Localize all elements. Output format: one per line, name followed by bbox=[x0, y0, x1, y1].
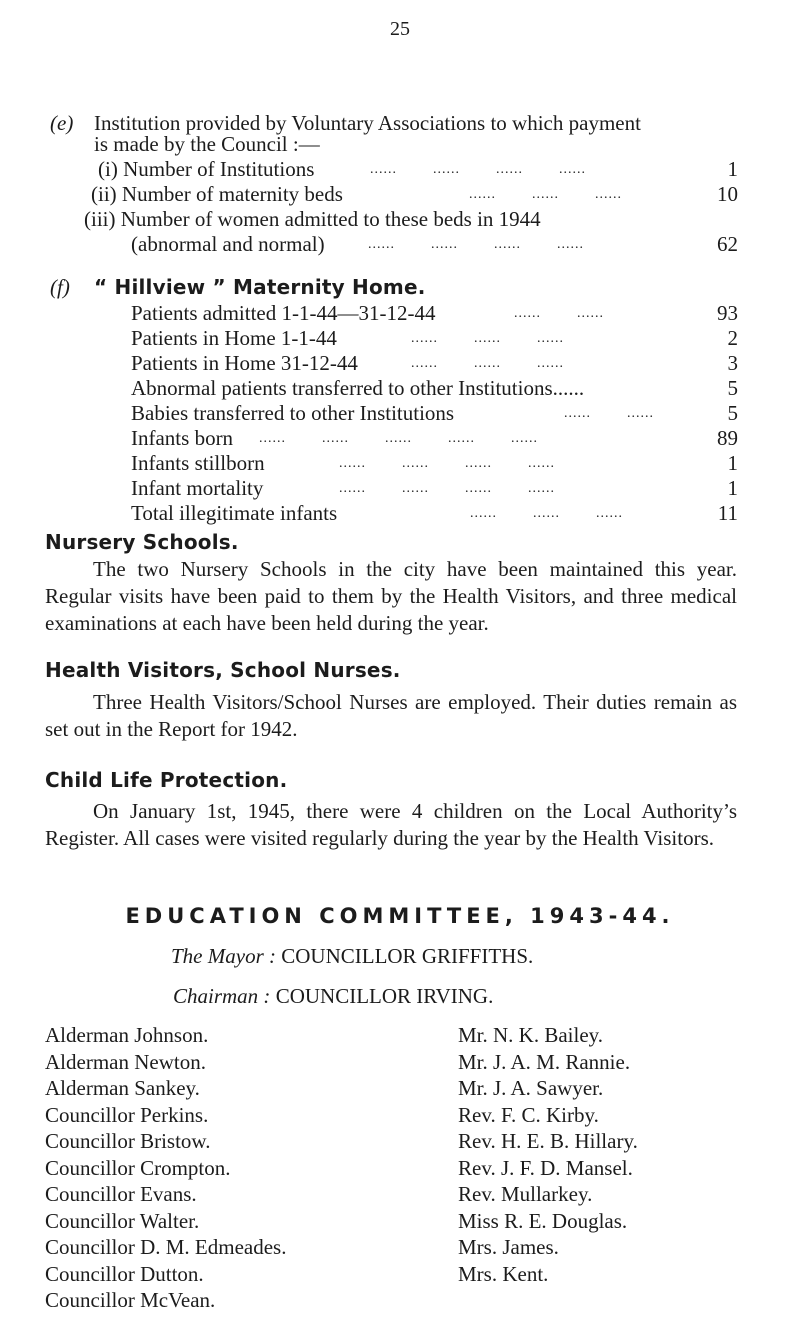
member-name: Councillor D. M. Edmeades. bbox=[45, 1235, 287, 1259]
member-name: Alderman Johnson. bbox=[45, 1023, 209, 1047]
mayor-line: The Mayor : COUNCILLOR GRIFFITHS. bbox=[171, 944, 534, 968]
member-name: Mr. J. A. Sawyer. bbox=[458, 1076, 604, 1100]
member-name: Councillor Perkins. bbox=[45, 1102, 209, 1127]
member-name: Alderman Newton. bbox=[45, 1049, 206, 1074]
member-name: Councillor Crompton. bbox=[45, 1155, 231, 1180]
page-number: 25 bbox=[390, 18, 410, 40]
member-name: Rev. H. E. B. Hillary. bbox=[458, 1129, 638, 1153]
member-name: Rev. J. F. D. Mansel. bbox=[458, 1155, 633, 1180]
hillview-row: Babies transferred to other Institutions ...... ...... 5 bbox=[131, 401, 738, 425]
hillview-row: Patients in Home 31-12-44 ...... ...... ...... 3 bbox=[131, 351, 738, 375]
member-name: Rev. Mullarkey. bbox=[458, 1182, 593, 1206]
hillview-row: Patients admitted 1-1-44—31-12-44 ...... ...... 93 bbox=[131, 301, 738, 325]
member-name: Mrs. Kent. bbox=[458, 1261, 549, 1286]
hillview-row: Abnormal patients transferred to other Institutions...... 5 bbox=[131, 376, 738, 400]
section-f-title: “ Hillview ” Maternity Home. bbox=[94, 275, 426, 299]
nursery-heading: Nursery Schools. bbox=[45, 530, 239, 554]
member-name: Mr. J. A. M. Rannie. bbox=[458, 1049, 631, 1074]
member-name: Mrs. James. bbox=[458, 1235, 559, 1259]
members-left-list bbox=[45, 1022, 286, 1314]
members-right-list bbox=[458, 1022, 638, 1287]
health-visitors-heading: Health Visitors, School Nurses. bbox=[45, 658, 401, 682]
member-name: Rev. F. C. Kirby. bbox=[458, 1102, 599, 1127]
child-life-heading: Child Life Protection. bbox=[45, 768, 288, 792]
section-e-label: (e) bbox=[50, 111, 74, 135]
hillview-row: Infant mortality ...... ...... ...... ...... 1 bbox=[131, 476, 738, 500]
chairman-line: Chairman : COUNCILLOR IRVING. bbox=[173, 984, 494, 1008]
section-e-heading-line1: Institution provided by Voluntary Associations to which payment bbox=[94, 111, 641, 135]
section-e-heading-line2: is made by the Council :— bbox=[94, 132, 320, 156]
member-name: Alderman Sankey. bbox=[45, 1076, 200, 1100]
member-name: Councillor Bristow. bbox=[45, 1129, 211, 1153]
section-e-item-2: (ii) Number of maternity beds ...... ...... ...... 10 bbox=[91, 182, 738, 206]
child-life-paragraph: On January 1st, 1945, there were 4 children on the Local Authority’s Register. All cases were visited regularly during the year by the Health Visitors. bbox=[45, 799, 737, 850]
education-committee-title: EDUCATION COMMITTEE, 1943-44. bbox=[125, 904, 675, 928]
section-e-item-3: (iii) Number of women admitted to these beds in 1944 bbox=[84, 207, 541, 231]
hillview-row: Total illegitimate infants ...... ...... ...... 11 bbox=[131, 501, 738, 525]
member-name: Miss R. E. Douglas. bbox=[458, 1208, 628, 1233]
health-visitors-paragraph: Three Health Visitors/School Nurses are employed. Their duties remain as set out in the Report for 1942. bbox=[45, 690, 737, 741]
hillview-row: Infants born ...... ...... ...... ...... ...... 89 bbox=[131, 426, 738, 450]
member-name: Councillor Dutton. bbox=[45, 1261, 204, 1286]
member-name: Mr. N. K. Bailey. bbox=[458, 1023, 604, 1047]
section-f-label: (f) bbox=[50, 275, 70, 299]
hillview-row: Infants stillborn ...... ...... ...... ...... 1 bbox=[131, 451, 738, 475]
member-name: Councillor McVean. bbox=[45, 1288, 216, 1312]
member-name: Councillor Evans. bbox=[45, 1182, 197, 1206]
hillview-row: Patients in Home 1-1-44 ...... ...... ...... 2 bbox=[131, 326, 738, 350]
section-e-item-3-cont: (abnormal and normal) ...... ...... ...... ...... 62 bbox=[131, 232, 738, 256]
section-e-item-1: (i) Number of Institutions ...... ...... ...... ...... 1 bbox=[98, 157, 738, 181]
member-name: Councillor Walter. bbox=[45, 1208, 200, 1233]
nursery-paragraph: The two Nursery Schools in the city have been maintained this year. Regular visits have been paid to them by the Health Visitors, and three medical examinations at each have been held during the year. bbox=[45, 557, 737, 635]
